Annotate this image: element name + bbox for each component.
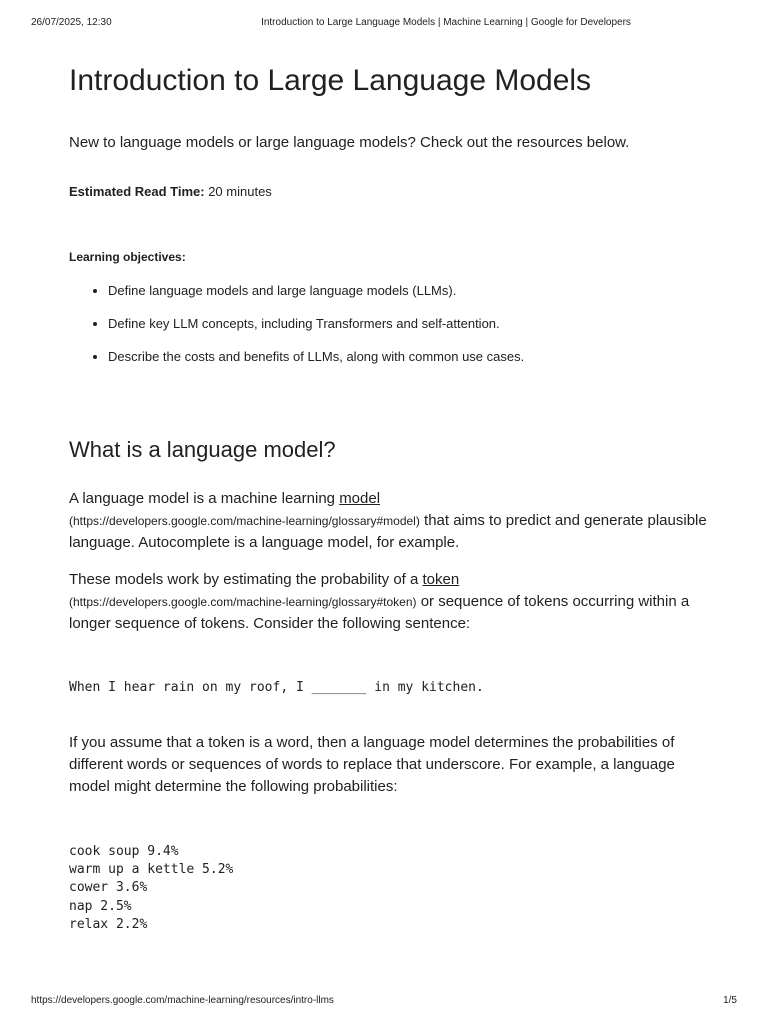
read-time-value: 20 minutes [204, 184, 272, 199]
paragraph-probabilities: If you assume that a token is a word, then a language model determines the probabilities of different words or sequences of words to replace that underscore. For example, a language model might determine the following probabilities: [69, 734, 675, 795]
read-time [69, 183, 272, 201]
page-title: Introduction to Large Language Models [69, 64, 592, 97]
page-number: 1/5 [723, 995, 737, 1006]
probability-line: cook soup 9.4% [69, 844, 179, 859]
print-footer [0, 995, 768, 1009]
code-probabilities [69, 843, 233, 934]
intro-text: New to language models or large language models? Check out the resources below. [69, 134, 630, 151]
code-sentence: When I hear rain on my roof, I _______ in my kitchen. [69, 680, 484, 695]
list-item: • Define key LLM concepts, including Transformers and self-attention. [108, 315, 524, 333]
model-link-url: (https://developers.google.com/machine-learning/glossary#model) [69, 514, 420, 528]
objectives-label: Learning objectives: [69, 250, 186, 264]
model-link[interactable]: model [339, 490, 381, 507]
list-item: • Define language models and large language models (LLMs). [108, 282, 524, 300]
list-item: • Describe the costs and benefits of LLMs, along with common use cases. [108, 348, 524, 366]
token-link-url: (https://developers.google.com/machine-learning/glossary#token) [69, 595, 417, 609]
paragraph-model: A language model is a machine learning model (https://developers.google.com/machine-learning/glossary#model) that aims to predict and generate plausible language. Autocomplete is a language model, for example. [69, 490, 707, 551]
print-doc-title: Introduction to Large Language Models | Machine Learning | Google for Developers [261, 17, 631, 28]
probability-line: nap 2.5% [69, 898, 132, 914]
objectives-list [69, 282, 524, 381]
print-header [0, 17, 768, 31]
probability-line: cower 3.6% [69, 880, 148, 896]
token-link[interactable]: token [422, 571, 460, 588]
print-date: 26/07/2025, 12:30 [31, 17, 112, 28]
probability-line: warm up a kettle 5.2% [69, 862, 234, 878]
print-url: https://developers.google.com/machine-learning/resources/intro-llms [31, 995, 334, 1006]
section-heading: What is a language model? [69, 437, 336, 462]
read-time-label: Estimated Read Time: [69, 184, 205, 199]
probability-line: relax 2.2% [69, 916, 148, 932]
paragraph-token: These models work by estimating the probability of a token (https://developers.google.com/machine-learning/glossary#token) or sequence of tokens occurring within a longer sequence of tokens. Consider the following sentence: [69, 571, 690, 632]
